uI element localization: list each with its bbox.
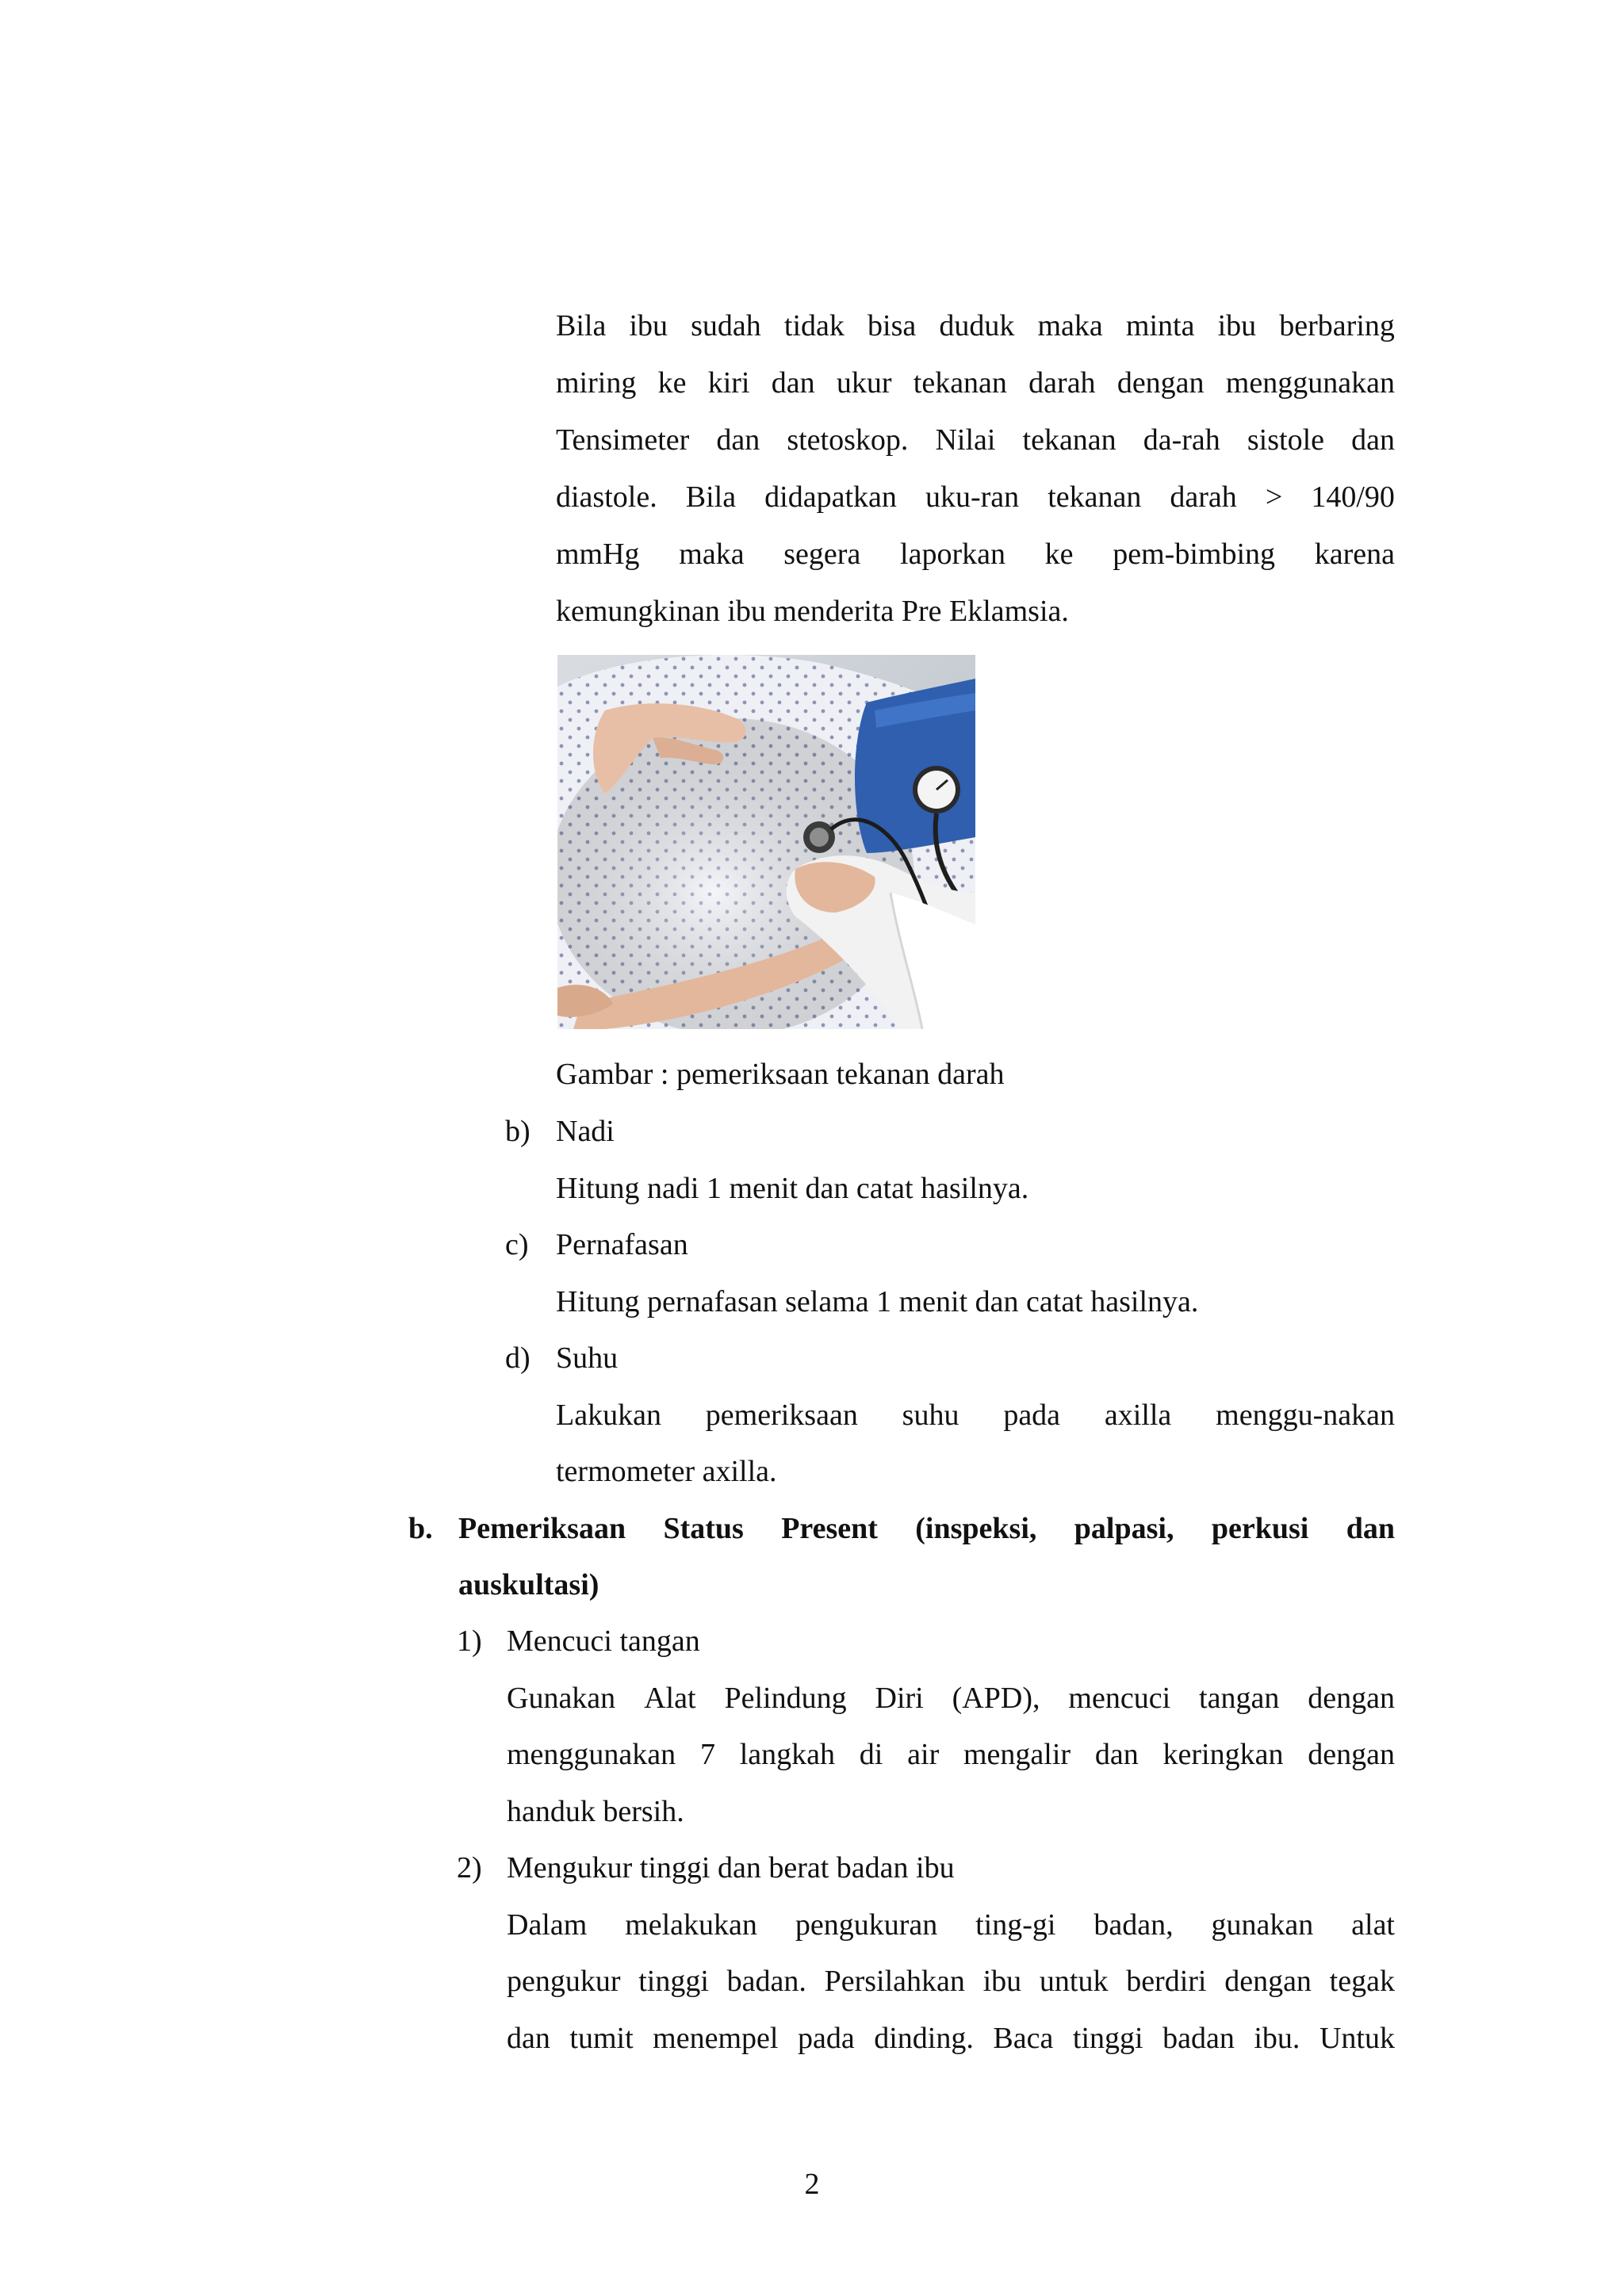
figure-caption: Gambar : pemeriksaan tekanan darah — [556, 1058, 1005, 1091]
step-title: Mengukur tinggi dan berat badan ibu — [507, 1851, 955, 1885]
list-item-text: Hitung nadi 1 menit dan catat hasilnya. — [556, 1172, 1029, 1205]
page-number: 2 — [804, 2168, 820, 2201]
paragraph-line: Bila ibu sudah tidak bisa duduk maka minta ibu berbaring — [556, 309, 1395, 342]
list-item-text: termometer axilla. — [556, 1455, 777, 1488]
list-item-title: Pernafasan — [556, 1228, 688, 1261]
step-title: Mencuci tangan — [507, 1624, 700, 1658]
section-heading: auskultasi) — [458, 1568, 599, 1601]
paragraph-line: mmHg maka segera laporkan ke pem-bimbing karena — [556, 538, 1395, 571]
list-item-title: Nadi — [556, 1115, 615, 1148]
step-text: dan tumit menempel pada dinding. Baca tinggi badan ibu. Untuk — [507, 2022, 1395, 2055]
list-marker: c) — [505, 1228, 529, 1261]
step-marker: 2) — [457, 1851, 482, 1885]
list-marker: b) — [505, 1115, 530, 1148]
step-marker: 1) — [457, 1624, 482, 1658]
list-marker: d) — [505, 1341, 530, 1375]
list-item-text: Hitung pernafasan selama 1 menit dan catat hasilnya. — [556, 1285, 1199, 1318]
paragraph-line: miring ke kiri dan ukur tekanan darah dengan menggunakan — [556, 366, 1395, 400]
blood-pressure-photo — [557, 655, 975, 1029]
paragraph-line: Tensimeter dan stetoskop. Nilai tekanan da-rah sistole dan — [556, 423, 1395, 457]
step-text: Dalam melakukan pengukuran ting-gi badan, gunakan alat — [507, 1908, 1395, 1942]
section-marker: b. — [408, 1512, 433, 1545]
paragraph-line: kemungkinan ibu menderita Pre Eklamsia. — [556, 595, 1069, 628]
step-text: Gunakan Alat Pelindung Diri (APD), mencuci tangan dengan — [507, 1682, 1395, 1715]
list-item-title: Suhu — [556, 1341, 619, 1375]
section-heading: Pemeriksaan Status Present (inspeksi, palpasi, perkusi dan — [458, 1512, 1395, 1545]
paragraph-line: diastole. Bila didapatkan uku-ran tekanan darah > 140/90 — [556, 480, 1395, 514]
step-text: pengukur tinggi badan. Persilahkan ibu untuk berdiri dengan tegak — [507, 1965, 1395, 1998]
step-text: menggunakan 7 langkah di air mengalir dan keringkan dengan — [507, 1738, 1395, 1771]
step-text: handuk bersih. — [507, 1795, 684, 1828]
list-item-text: Lakukan pemeriksaan suhu pada axilla menggu-nakan — [556, 1399, 1395, 1432]
